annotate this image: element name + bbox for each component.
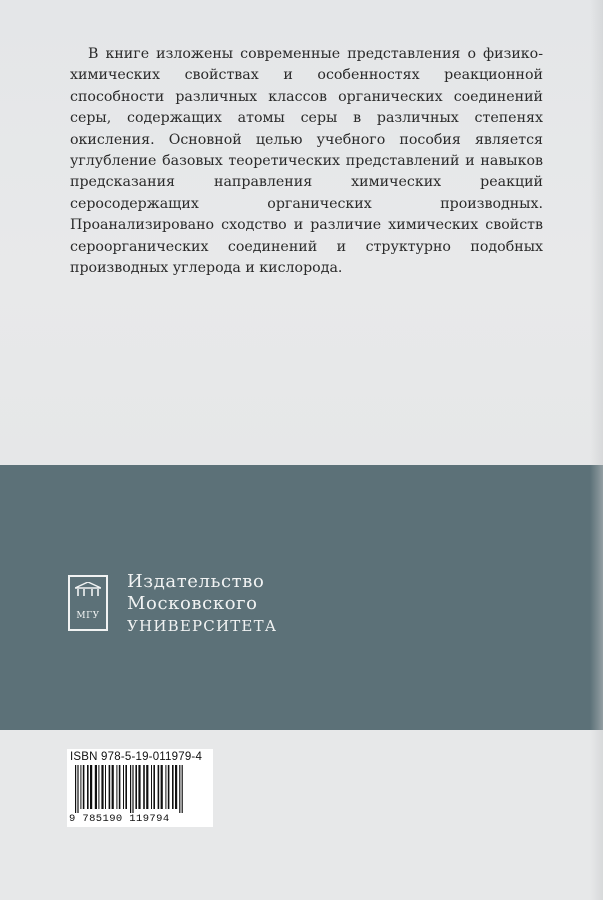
publisher-line-3: УНИВЕРСИТЕТА [127,617,278,635]
barcode-digits: 9 785190 119794 [69,813,170,825]
barcode-bar [138,765,140,809]
barcode-bar [105,765,106,809]
barcode-bar [119,765,121,809]
barcode-bar [90,765,92,809]
barcode-bar [172,765,174,809]
barcode-bar [95,765,97,809]
barcode-bar [132,765,133,813]
barcode-bar [112,765,114,809]
cover-blurb [70,44,543,279]
barcode-bar [80,765,81,809]
barcode-bar [146,765,148,809]
msu-logo [68,575,108,631]
publisher-line-1: Издательство [127,571,265,592]
publisher-line-2: Московского [127,593,258,614]
barcode-bar [116,765,117,809]
barcode-bar [83,765,85,809]
barcode-bar [123,765,124,809]
barcode-bar [179,765,180,813]
barcode-bar [101,765,103,809]
barcode-bars [73,765,209,813]
logo-label: МГУ [76,611,100,621]
barcode-bar [182,765,183,813]
barcode-bar [161,765,163,809]
blurb-text: В книге изложены современные представления о физико-химических свойствах и особенностях реакционной способности различных классов органических соединений серы, содержащих атомы серы в различных степенях окисления. Основной целью учебного пособия является углубление базовых теоретических представлений и навыков предсказания направления химических реакций серосодержащих органических производных. Проанализировано сходство и различие химических свойств сероорганических соединений и структурно подобных производных углерода и кислорода. [70,46,543,277]
barcode-bar [153,765,155,809]
barcode-bar [77,765,78,813]
barcode-bar [130,765,131,813]
barcode-bar [168,765,170,809]
barcode-bar [87,765,89,809]
barcode-bar [109,765,111,809]
barcode-bar [158,765,160,809]
publisher-name [127,571,277,637]
isbn-barcode [67,749,213,827]
barcode-bar [151,765,152,809]
barcode-bar [135,765,137,809]
barcode-bar [125,765,127,809]
isbn-number: ISBN 978-5-19-011979-4 [70,751,203,763]
cover-edge-shadow [590,0,603,900]
barcode-bar [175,765,177,809]
building-icon [75,582,101,596]
barcode-bar [98,765,99,809]
barcode-bar [165,765,166,809]
barcode-bar [75,765,76,813]
barcode-bar [143,765,145,809]
